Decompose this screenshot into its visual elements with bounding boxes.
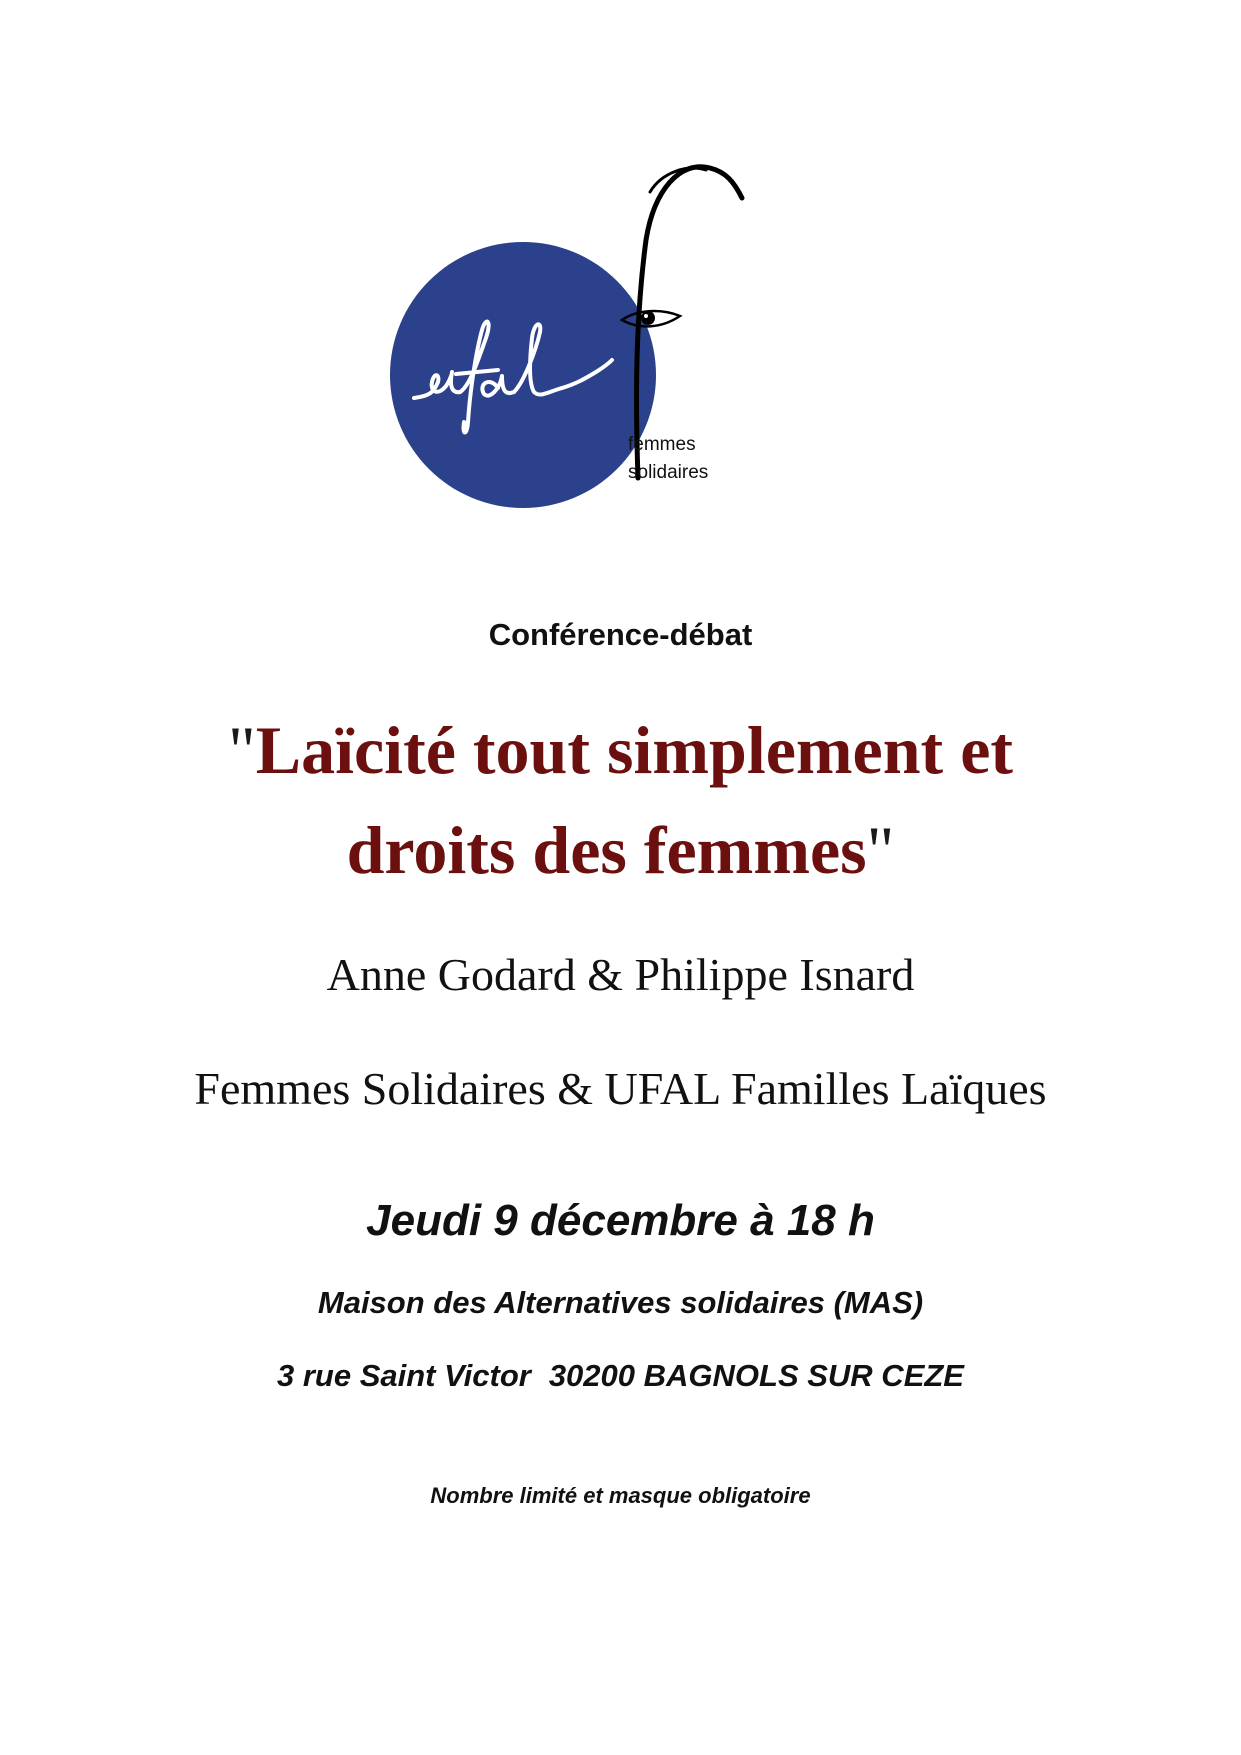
brand-text-solidaires: solidaires — [628, 462, 709, 483]
event-street: 3 rue Saint Victor — [277, 1358, 531, 1393]
ufal-femmes-solidaires-logo — [390, 160, 850, 530]
event-note: Nombre limité et masque obligatoire — [430, 1483, 811, 1508]
title-close-quote: " — [866, 812, 895, 888]
title-open-quote: " — [227, 712, 256, 788]
event-venue-name: Maison des Alternatives solidaires (MAS) — [317, 1285, 924, 1320]
event-organizers: Femmes Solidaires & UFAL Familles Laïques — [194, 1063, 1047, 1114]
event-title — [0, 700, 1241, 900]
event-date-time: Jeudi 9 décembre à 18 h — [366, 1196, 875, 1245]
event-speakers: Anne Godard & Philippe Isnard — [326, 949, 915, 1000]
title-line1-text: Laïcité tout simplement et — [255, 712, 1014, 788]
event-address — [0, 1358, 1241, 1394]
event-city: 30200 BAGNOLS SUR CEZE — [548, 1358, 964, 1393]
title-line2-text: droits des femmes — [346, 812, 867, 888]
brand-text-femmes: femmes — [628, 434, 696, 455]
event-title-line2 — [0, 800, 1241, 900]
event-title-line1 — [0, 700, 1241, 800]
event-type-label: Conférence-débat — [488, 617, 753, 652]
